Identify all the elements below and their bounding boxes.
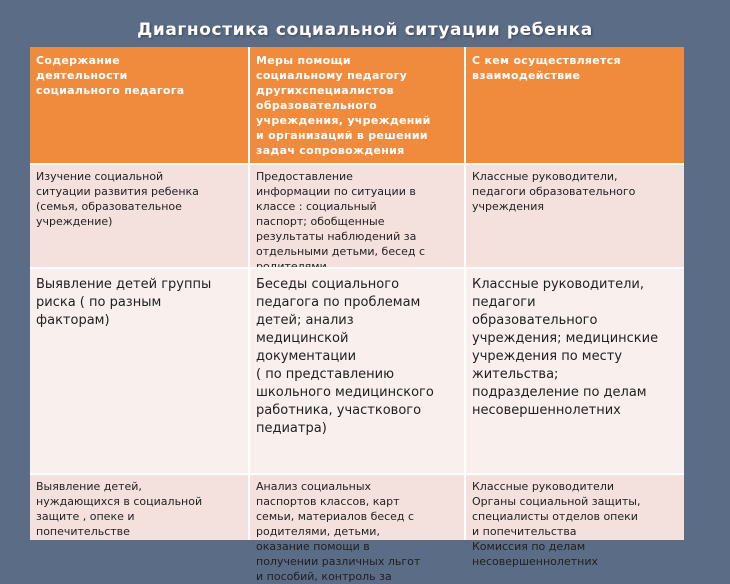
slide-title: Диагностика социальной ситуации ребенка: [137, 20, 593, 40]
table-cell: [248, 475, 464, 583]
table-cell: [30, 165, 248, 267]
table-header-row: [30, 47, 684, 163]
table-cell: [464, 269, 684, 473]
cell-text: Беседы социального педагога по проблемам детей; анализ медицинской документации ( по представлению школьного медицинского работника, участкового педиатра): [256, 277, 434, 436]
header-text: С кем осуществляется взаимодействие: [472, 54, 621, 82]
cell-text: Классные руководители, педагоги образовательного учреждения: [472, 170, 636, 213]
table-row: [30, 267, 684, 473]
header-cell-activity: [30, 47, 248, 163]
table-row: [30, 163, 684, 267]
table-cell: [464, 475, 684, 568]
header-text: Меры помощи социальному педагогу другихспециалистов образовательного учреждения, учреждений и организаций в решении задач сопровождения: [256, 54, 431, 157]
table-cell: [30, 269, 248, 473]
header-cell-measures: [248, 47, 464, 163]
cell-text: Классные руководители Органы социальной защиты, специалисты отделов опеки и попечительства Комиссия по делам несовершеннолетних: [472, 480, 641, 568]
header-text: Содержание деятельности социального педагога: [36, 54, 185, 97]
cell-text: Классные руководители, педагоги образовательного учреждения; медицинские учреждения по месту жительства; подразделение по делам несовершеннолетних: [472, 277, 659, 418]
table-row: [30, 473, 684, 583]
cell-text: Выявление детей, нуждающихся в социальной защите , опеке и попечительстве: [36, 480, 203, 538]
table-cell: [248, 269, 464, 473]
cell-text: Изучение социальной ситуации развития ребенка (семья, образовательное учреждение): [36, 170, 199, 228]
table-cell: [248, 165, 464, 267]
cell-text: Анализ социальных паспортов классов, карт семьи, материалов бесед с родителями, детьми, оказание помощи в получении различных льгот и пособий, контроль за: [256, 480, 421, 583]
cell-text: Выявление детей группы риска ( по разным факторам): [36, 277, 212, 328]
table-cell: [464, 165, 684, 267]
cell-text: Предоставление информации по ситуации в классе : социальный паспорт; обобщенные результаты наблюдений за отдельными детьми, бесед с: [256, 170, 426, 258]
diagnostics-table: [30, 47, 684, 583]
table-cell: [30, 475, 248, 540]
header-cell-partners: [464, 47, 684, 163]
